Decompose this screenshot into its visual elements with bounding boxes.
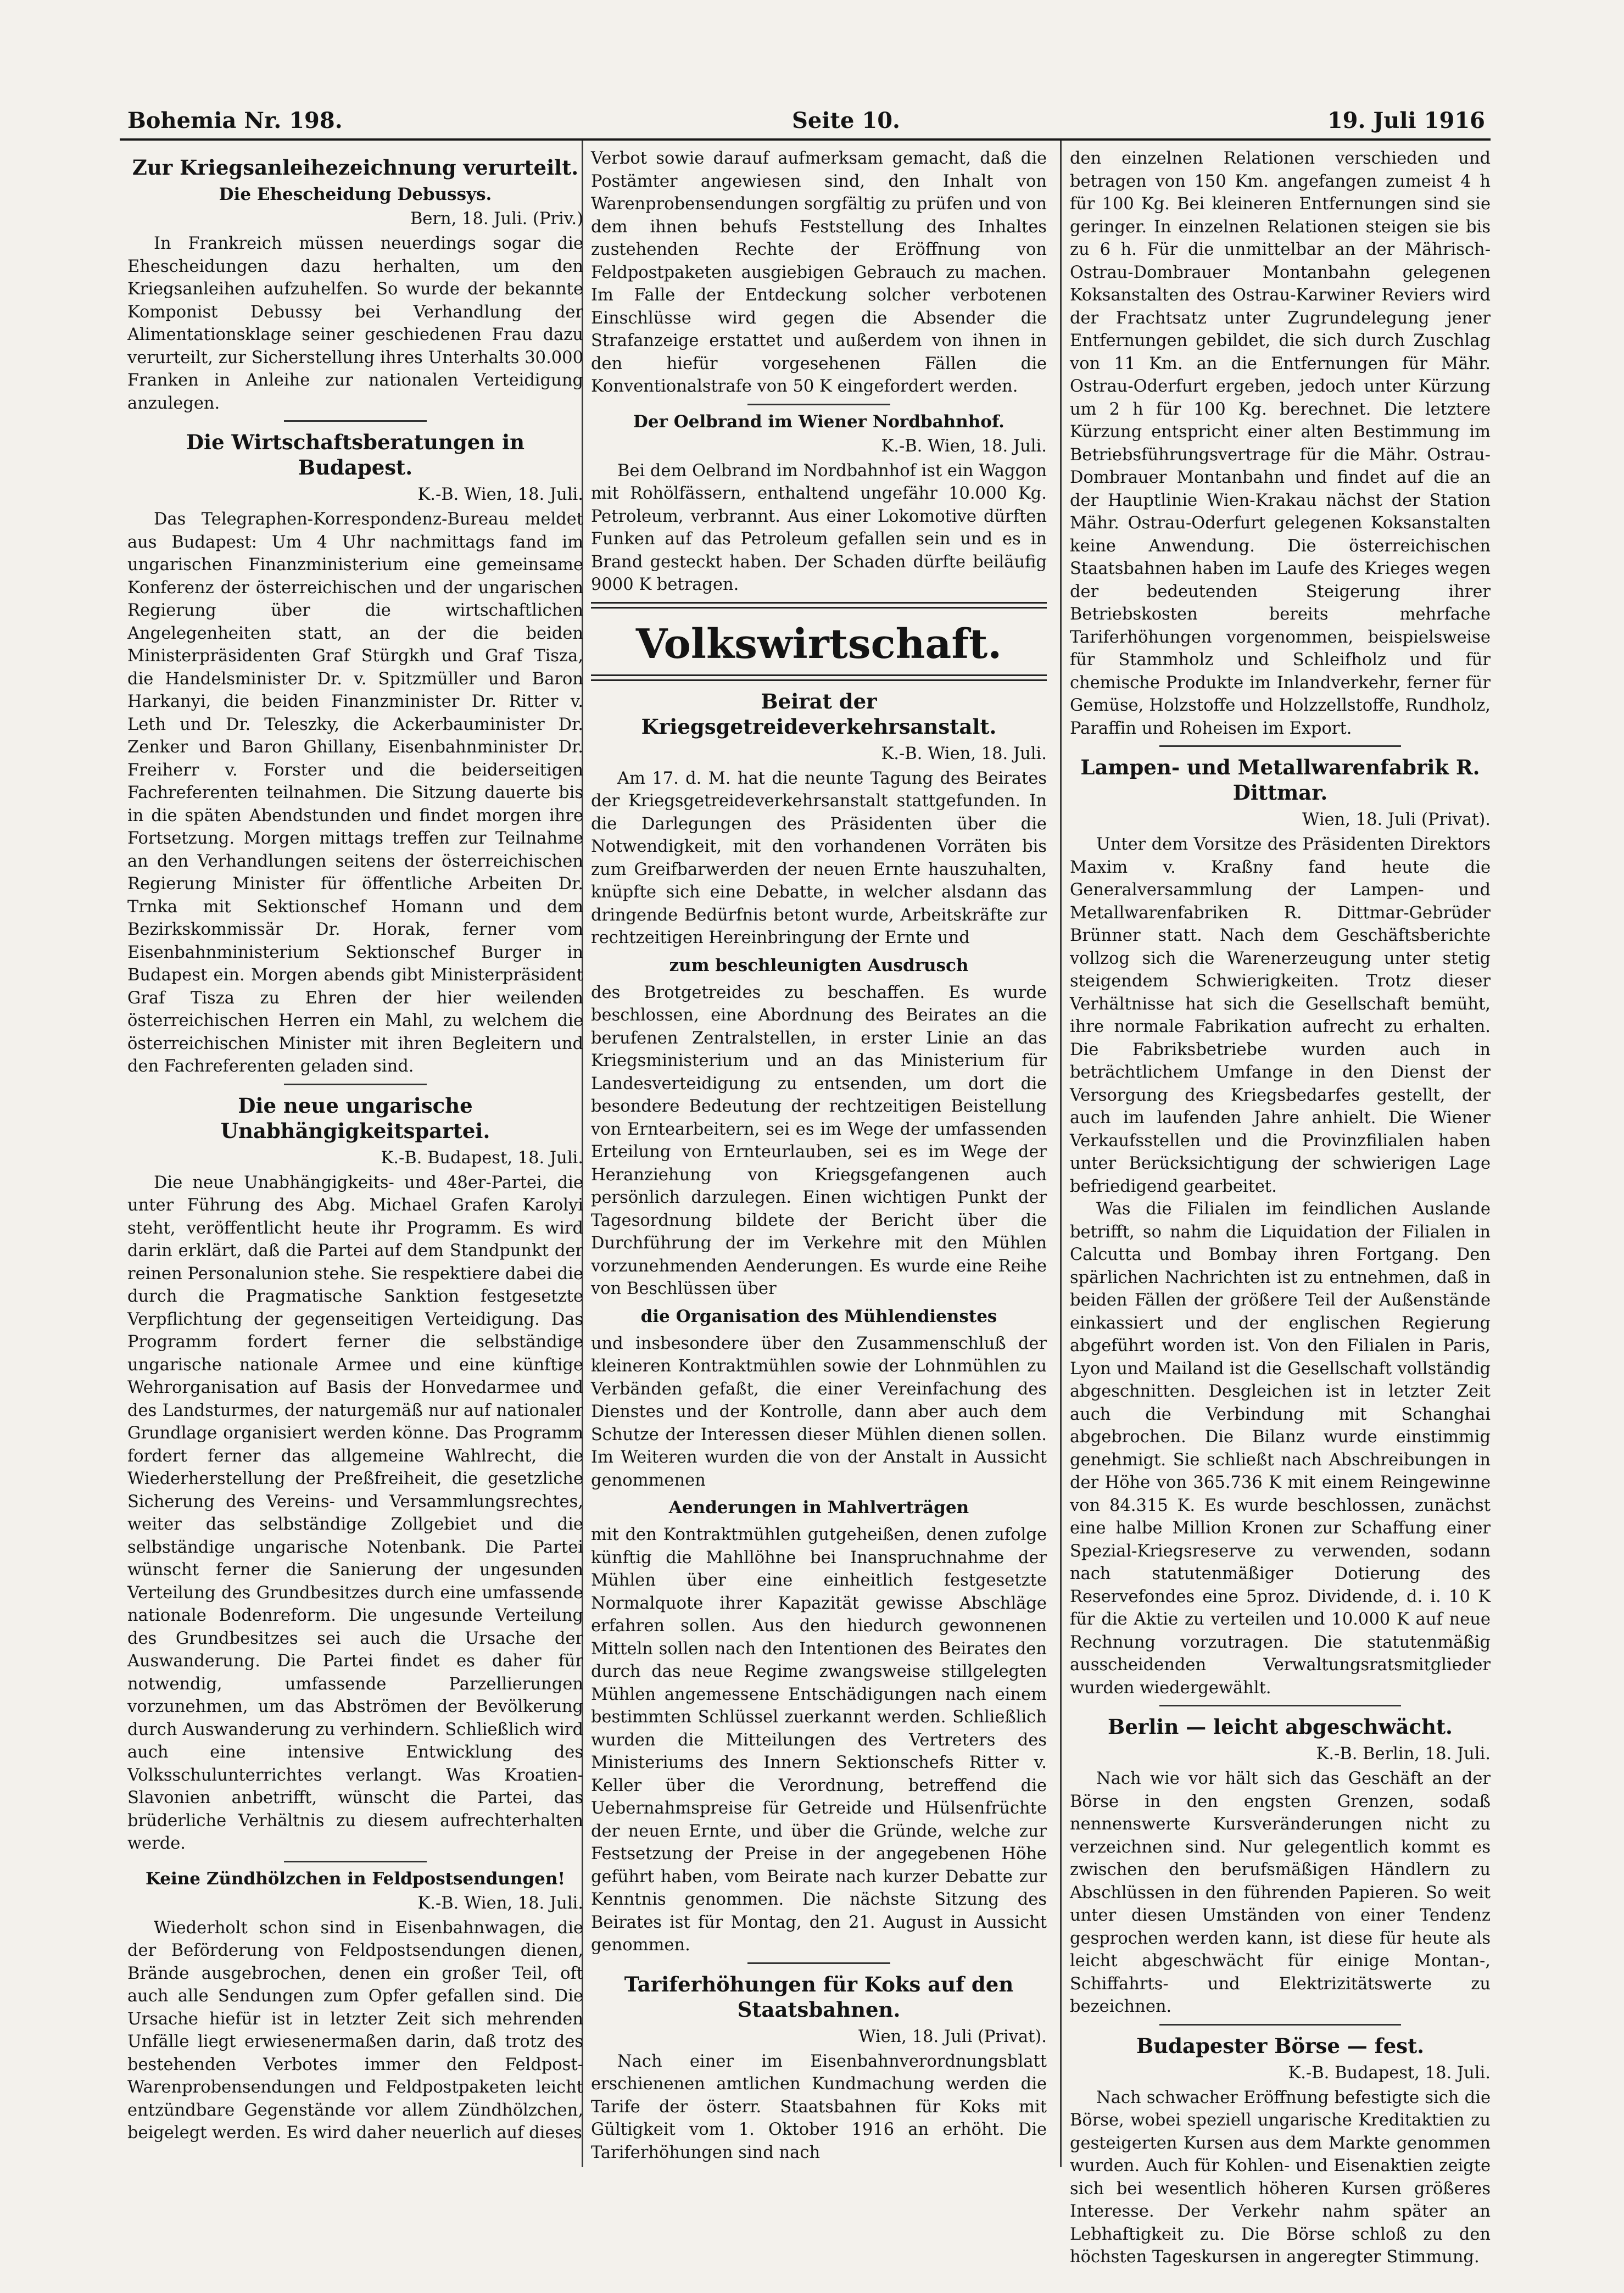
dateline: K.-B. Wien, 18. Juli. xyxy=(881,744,1047,763)
separator xyxy=(284,1084,427,1085)
article-text: Wiederholt schon sind in Eisenbahnwagen, die der Beförderung von Feldpostsendungen dienen, Brände ausgebrochen, denen ein großer Teil, oft auch alle Sendungen zum Opfer gefallen sind. Die Ursache hiefür ist in letzter Zeit sich mehrenden Unfälle liegt erwiesenermaßen darin, daß trotz des bestehenden Verbotes immer den Feldpost-Warenprobensendungen und Feldpostpaketen leicht entzündbare Gegenstände vor allem Zündhölzchen, beigelegt werden. Es wird daher neuerlich auf dieses xyxy=(127,1918,583,2143)
issue-number: Bohemia Nr. 198. xyxy=(127,108,343,133)
article-subhead: Aenderungen in Mahlverträgen xyxy=(668,1498,969,1517)
page-number: Seite 10. xyxy=(792,108,900,133)
column-1 xyxy=(127,147,583,2168)
article-subhead: zum beschleunigten Ausdrusch xyxy=(669,955,969,975)
dateline: Wien, 18. Juli (Privat). xyxy=(858,2027,1047,2046)
header-rule xyxy=(120,138,1491,141)
article-title: Die Wirtschaftsberatungen in Budapest. xyxy=(186,430,525,479)
column-rule xyxy=(1060,141,1062,2167)
separator xyxy=(284,420,427,422)
dateline: K.-B. Budapest, 18. Juli. xyxy=(381,1148,583,1168)
article-title: Budapester Börse — fest. xyxy=(1136,2033,1425,2058)
dateline: K.-B. Berlin, 18. Juli. xyxy=(1316,1744,1491,1764)
article-title: Tariferhöhungen für Koks auf den Staatsbahnen. xyxy=(624,1972,1014,2022)
column-2 xyxy=(591,147,1047,2168)
separator xyxy=(284,1861,427,1862)
article-text: Die neue Unabhängigkeits- und 48er-Partei, die unter Führung des Abg. Michael Grafen Karolyi steht, veröffentlicht heute ihr Programm. Es wird darin erklärt, daß die Partei auf dem Standpunkt der reinen Personalunion stehe. Sie respektiere dabei die durch die Pragmatische Sanktion festgesetzte Verpflichtung der gegenseitigen Verteidigung. Das Programm fordert ferner die selbständige ungarische nationale Armee und eine künftige Wehrorganisation auf Basis der Honvedarmee und des Landsturmes, der naturgemäß nur auf nationaler Grundlage organisiert werden könne. Das Programm fordert ferner das allgemeine Wahlrecht, die Wiederherstellung der Preßfreiheit, die gesetzliche Sicherung des Vereins- und Versammlungsrechtes, weiter das selbständige Zollgebiet und die selbständige ungarische Notenbank. Die Partei wünscht ferner die Sanierung der ungesunden Verteilung des Grundbesitzes durch eine umfassende nationale Bodenreform. Die ungesunde Verteilung des Grundbesitzes sei auch die Ursache der Auswanderung. Die Partei findet es daher für notwendig, umfassende Parzellierungen vorzunehmen, um das Abströmen der Bevölkerung durch Auswanderung zu verhindern. Schließlich wird auch eine intensive Entwicklung des Volksschulunterrichtes verlangt. Was Kroatien-Slavonien anbetrifft, wünscht die Partei, das brüderliche Verhältnis zu diesem aufrechterhalten werde. xyxy=(127,1173,583,1853)
article-title: Lampen- und Metallwarenfabrik R. Dittmar. xyxy=(1080,755,1480,805)
dateline: K.-B. Wien, 18. Juli. xyxy=(417,1893,583,1913)
article-text: Unter dem Vorsitze des Präsidenten Direktors Maxim v. Kraßny fand heute die Generalversammlung der Lampen- und Metallwarenfabriken R. Dittmar-Gebrüder Brünner statt. Nach dem Geschäftsberichte vollzog sich die Warenerzeugung unter stetig steigendem Schwierigkeiten. Trotz dieser Verhältnisse hat sich die Gesellschaft bemüht, ihre normale Fabrikation aufrecht zu erhalten. Die Fabriksbetriebe wurden auch in beträchtlichem Umfange in den Dienst der Versorgung des Kriegsbedarfes gestellt, der auch im laufenden Jahre anhielt. Die Wiener Verkaufsstellen und die Provinzfilialen haben unter Berücksichtigung der schwierigen Lage befriedigend gearbeitet. xyxy=(1070,835,1491,1196)
article-text: Am 17. d. M. hat die neunte Tagung des Beirates der Kriegsgetreideverkehrsanstalt stattgefunden. In die Darlegungen des Präsidenten über die Notwendigkeit, mit den vorhandenen Vorräten bis zum Greifbarwerden der neuen Ernte hauszuhalten, knüpfte sich eine Debatte, in welcher alsdann das dringende Bedürfnis betont wurde, Arbeitskräfte zur rechtzeitigen Hereinbringung der Ernte und xyxy=(591,768,1047,947)
column-3 xyxy=(1070,147,1491,2267)
article-text-continued: den einzelnen Relationen verschieden und betragen von 150 Km. angefangen zumeist 4 h für 100 Kg. Bei kleineren Entfernungen sind sie geringer. In einzelnen Relationen steigen sie bis zu 6 h. Für die unmittelbar an der Mährisch-Ostrau-Dombrauer Montanbahn gelegenen Koksanstalten des Ostrau-Karwiner Reviers wird der Frachtsatz unter Zugrundelegung jener Entfernungen gebildet, die sich durch Zuschlag von 11 Km. an die Entfernungen für Mähr. Ostrau-Oderfurt ergeben, jedoch unter Kürzung um 2 h für 100 Kg. berechnet. Die letztere Kürzung entspricht einer alten Bestimmung im Betriebsführungsvertrage für die Mähr. Ostrau-Dombrauer Montanbahn und findet auf die an der Hauptlinie Wien-Krakau nächst der Station Mähr. Ostrau-Oderfurt gelegenen Koksanstalten keine Anwendung. Die österreichischen Staatsbahnen haben im Laufe des Krieges wegen der bedeutenden Steigerung ihrer Betriebskosten bereits mehrfache Tariferhöhungen vorgenommen, beispielsweise für Stammholz und Schleifholz und für chemische Produkte im Inlandverkehr, ferner für Gemüse, Holzstoffe und Holzzellstoffe, Rundholz, Paraffin und Roheisen im Export. xyxy=(1070,149,1491,738)
article-subhead: die Organisation des Mühlendienstes xyxy=(640,1306,997,1326)
section-rule xyxy=(591,674,1047,681)
dateline: K.-B. Wien, 18. Juli. xyxy=(417,485,583,504)
dateline: K.-B. Wien, 18. Juli. xyxy=(881,436,1047,456)
article-title: Die neue ungarische Unabhängigkeitspartei. xyxy=(220,1093,490,1143)
article-text: Das Telegraphen-Korrespondenz-Bureau meldet aus Budapest: Um 4 Uhr nachmittags fand im ungarischen Finanzministerium eine gemeinsame Konferenz der österreichischen und der ungarischen Regierung über die wirtschaftlichen Angelegenheiten statt, an der die beiden Ministerpräsidenten Graf Stürgkh und Graf Tisza, die Handelsminister Dr. v. Spitzmüller und Baron Harkanyi, die beiden Finanzminister Dr. Ritter v. Leth und Dr. Teleszky, die Ackerbauminister Dr. Zenker und Baron Ghillany, Eisenbahnminister Dr. Freiherr v. Forster und die beiderseitigen Fachreferenten teilnahmen. Die Sitzung dauerte bis in die späten Abendstunden und findet morgen ihre Fortsetzung. Morgen mittags treffen zur Teilnahme an den Verhandlungen seitens der österreichischen Regierung Minister für öffentliche Arbeiten Dr. Trnka mit Sektionschef Homann und dem Bezirkskommissär Dr. Horak, ferner vom Eisenbahnministerium Sektionschef Burger in Budapest ein. Morgen abends gibt Ministerpräsident Graf Tisza zu Ehren der hier weilenden österreichischen Herren ein Mahl, zu welchem die österreichischen Minister mit ihren Begleitern und den Fachreferenten geladen sind. xyxy=(127,510,583,1076)
separator xyxy=(747,404,890,405)
article-title: Keine Zündhölzchen in Feldpostsendungen! xyxy=(146,1868,565,1889)
separator xyxy=(1159,1705,1401,1706)
section-title: Volkswirtschaft. xyxy=(635,620,1002,668)
article-text: des Brotgetreides zu beschaffen. Es wurde beschlossen, eine Abordnung des Beirates an die berufenen Zentralstellen, in erster Linie an das Kriegsministerium und an das Ministerium für Landesverteidigung zu entsenden, um dort die besondere Bedeutung der rechtzeitigen Beistellung von Erntearbeitern, sei es im Wege der umfassenden Erteilung von Ernteurlauben, sei es im Wege der Heranziehung von Kriegsgefangenen auch persönlich darzulegen. Einen wichtigen Punkt der Tagesordnung bildete der Bericht über die Durchführung der im Verkehre mit den Mühlen vorzunehmenden Aenderungen. Es wurde eine Reihe von Beschlüssen über xyxy=(591,983,1047,1298)
article-text: und insbesondere über den Zusammenschluß der kleineren Kontraktmühlen sowie der Lohnmühlen zu Verbänden gefaßt, die einer Vereinfachung des Dienstes und der Kontrolle, dann aber auch dem Schutze der Interessen dieser Mühlen dienen sollen. Im Weiteren wurden die von der Anstalt in Aussicht genommenen xyxy=(591,1334,1047,1490)
dateline: K.-B. Budapest, 18. Juli. xyxy=(1288,2063,1491,2083)
article-title: Der Oelbrand im Wiener Nordbahnhof. xyxy=(633,411,1004,432)
article-subtitle: Die Ehescheidung Debussys. xyxy=(219,185,492,204)
separator xyxy=(1159,2024,1401,2026)
article-text: mit den Kontraktmühlen gutgeheißen, denen zufolge künftig die Mahllöhne bei Inanspruchnahme der Mühlen über eine einheitlich festgesetzte Normalquote ihrer Kapazität gewisse Abschläge erfahren sollen. Aus den hiedurch gewonnenen Mitteln sollen nach den Intentionen des Beirates den durch das neue Regime zwangsweise stillgelegten Mühlen angemessene Entschädigungen nach einem bestimmten Schlüssel zuerkannt werden. Schließlich wurden die Mitteilungen des Vertreters des Ministeriums des Innern Sektionschefs Ritter v. Keller über die Verordnung, betreffend die Uebernahmspreise für Getreide und Hülsenfrüchte der neuen Ernte, und über die Gründe, welche zur Festsetzung der Preise in der angegebenen Höhe geführt haben, vom Beirate nach kurzer Debatte zur Kenntnis genommen. Die nächste Sitzung des Beirates ist für Montag, den 21. August in Aussicht genommen. xyxy=(591,1525,1047,1955)
article-text: Was die Filialen im feindlichen Auslande betrifft, so nahm die Liquidation der Filialen in Calcutta und Bombay ihren Fortgang. Den spärlichen Nachrichten ist zu entnehmen, daß in beiden Fällen der größere Teil der Außenstände einkassiert und der englischen Regierung abgeführt worden ist. Von den Filialen in Paris, Lyon und Mailand ist die Gesellschaft vollständig abgeschnitten. Desgleichen ist in letzter Zeit auch die Verbindung mit Schanghai abgebrochen. Die Bilanz wurde einstimmig genehmigt. Sie schließt nach Abschreibungen in der Höhe von 365.736 K mit einem Reingewinne von 84.315 K. Es wurde beschlossen, zunächst eine halbe Million Kronen zur Schaffung einer Spezial-Kriegsreserve zu verwenden, sodann nach statutenmäßiger Dotierung des Reservefondes eine 5proz. Dividende, d. i. 10 K für die Aktie zu verteilen und 10.000 K auf neue Rechnung vorzutragen. Die statutenmäßig ausscheidenden Verwaltungsratsmitglieder wurden wiedergewählt. xyxy=(1070,1199,1491,1698)
article-title: Beirat der Kriegsgetreideverkehrsanstalt. xyxy=(641,689,997,739)
article-text-continued: Verbot sowie darauf aufmerksam gemacht, daß die Postämter angewiesen sind, den Inhalt von Warenprobensendungen sorgfältig zu prüfen und von dem ihnen behufs Feststellung des Inhaltes zustehenden Rechte der Eröffnung von Feldpostpaketen ausgiebigen Gebrauch zu machen. Im Falle der Entdeckung solcher verbotenen Einschlüsse wird gegen die Absender die Strafanzeige erstattet und außerdem von ihnen in den hiefür vorgesehenen Fällen die Konventionalstrafe von 50 K eingefordert werden. xyxy=(591,149,1047,396)
article-text: Bei dem Oelbrand im Nordbahnhof ist ein Waggon mit Rohölfässern, enthaltend ungefähr 10.000 Kg. Petroleum, verbrannt. Aus einer Lokomotive dürften Funken auf das Petroleum gefallen sein und es in Brand gesteckt haben. Der Schaden dürfte beiläufig 9000 K betragen. xyxy=(591,461,1047,594)
issue-date: 19. Juli 1916 xyxy=(1327,108,1485,133)
dateline: Bern, 18. Juli. (Priv.) xyxy=(410,209,583,228)
page-header xyxy=(127,108,1485,141)
article-title: Zur Kriegsanleihezeichnung verurteilt. xyxy=(132,155,579,180)
separator xyxy=(747,1962,890,1964)
article-text: Nach schwacher Eröffnung befestigte sich die Börse, wobei speziell ungarische Kreditaktien zu gesteigerten Kursen aus dem Markte genommen wurden. Auch für Kohlen- und Eisenaktien zeigte sich bei wesentlich höheren Kursen größeres Interesse. Der Verkehr nahm später an Lebhaftigkeit zu. Die Börse schloß zu den höchsten Tageskursen in angeregter Stimmung. xyxy=(1070,2088,1491,2267)
separator xyxy=(1159,745,1401,747)
article-text: Nach einer im Eisenbahnverordnungsblatt erschienenen amtlichen Kundmachung werden die Tarife der österr. Staatsbahnen für Koks mit Gültigkeit vom 1. Oktober 1916 an erhöht. Die Tariferhöhungen sind nach xyxy=(591,2051,1047,2162)
section-rule xyxy=(591,602,1047,609)
dateline: Wien, 18. Juli (Privat). xyxy=(1302,810,1491,829)
article-text: In Frankreich müssen neuerdings sogar die Ehescheidungen dazu herhalten, um den Kriegsanleihen aufzuhelfen. So wurde der bekannte Komponist Debussy bei Verhandlung der Alimentationsklage seiner geschiedenen Frau dazu verurteilt, zur Sicherstellung ihres Unterhalts 30.000 Franken in Anleihe zur nationalen Verteidigung anzulegen. xyxy=(127,234,583,413)
article-title: Berlin — leicht abgeschwächt. xyxy=(1108,1715,1453,1739)
article-text: Nach wie vor hält sich das Geschäft an der Börse in den engsten Grenzen, sodaß nennenswerte Kursveränderungen nicht zu verzeichnen sind. Nur gelegentlich kommt es zwischen den berufsmäßigen Händlern zu Abschlüssen in den führenden Papieren. So weit unter diesen Umständen von einer Tendenz gesprochen werden kann, ist diese für heute als leicht abgeschwächt für einige Montan-, Schiffahrts- und Elektrizitätswerte zu bezeichnen. xyxy=(1070,1769,1491,2016)
